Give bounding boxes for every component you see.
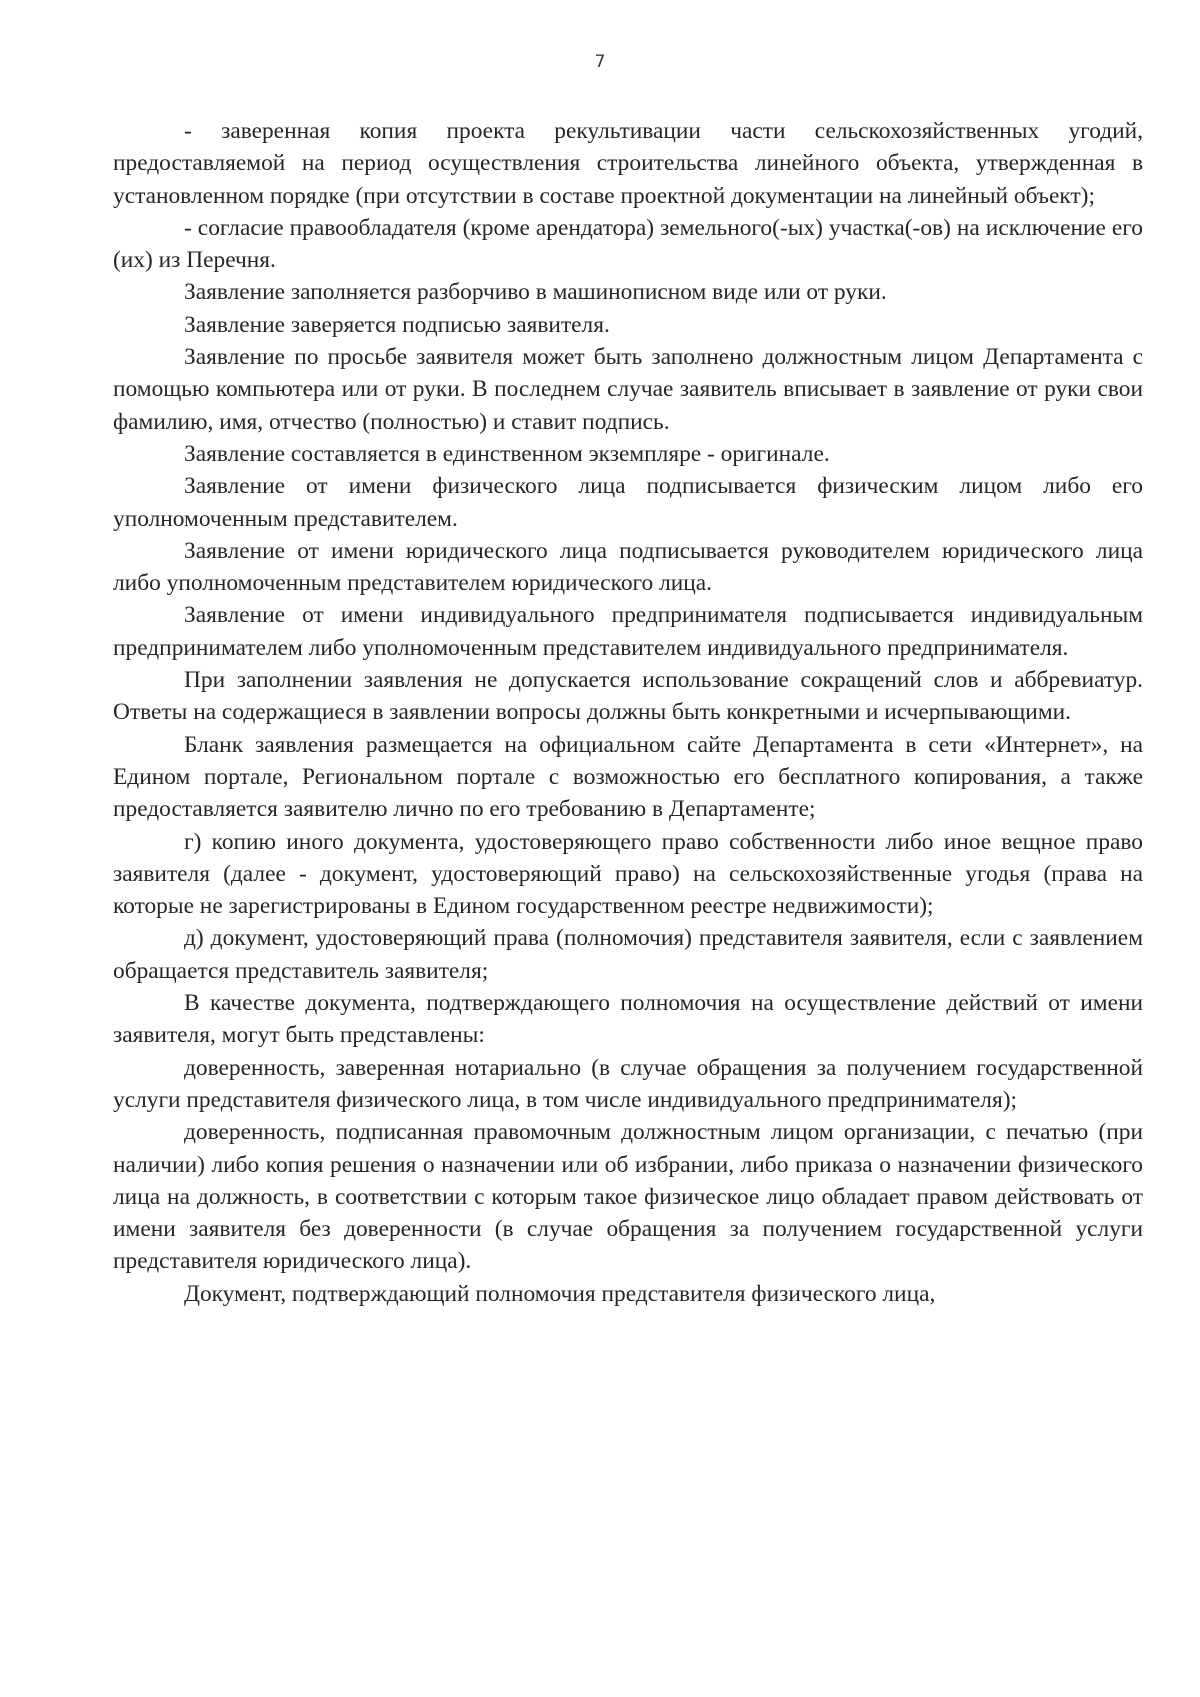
page-number: 7 [594,52,606,72]
paragraph: При заполнении заявления не допускается использование сокращений слов и аббревиатур. Ответы на содержащиеся в заявлении вопросы должны быть конкретными и исчерпывающими. [113,667,1143,726]
paragraph: - согласие правообладателя (кроме арендатора) земельного(-ых) участка(-ов) на исключение его (их) из Перечня. [113,214,1143,274]
paragraph: Заявление от имени физического лица подписывается физическим лицом либо его уполномоченным представителем. [113,473,1143,532]
paragraph: Заявление составляется в единственном экземпляре - оригинале. [184,440,830,467]
paragraph: Заявление заверяется подписью заявителя. [184,311,610,338]
paragraph: Бланк заявления размещается на официальном сайте Департамента в сети «Интернет», на Едином портале, Региональном портале с возможностью его бесплатного копирования, а также предоставляется заявителю лично по его требованию в Департаменте; [113,731,1143,823]
paragraph: доверенность, заверенная нотариально (в случае обращения за получением государственной услуги представителя физического лица, в том числе индивидуального предпринимателя); [113,1054,1143,1113]
document-body [113,115,1143,1310]
paragraph: Заявление по просьбе заявителя может быть заполнено должностным лицом Департамента с помощью компьютера или от руки. В последнем случае заявитель вписывает в заявление от руки свои фамилию, имя, отчество (полностью) и ставит подпись. [113,344,1143,435]
paragraph: Заявление заполняется разборчиво в машинописном виде или от руки. [184,279,887,306]
paragraph: доверенность, подписанная правомочным должностным лицом организации, с печатью (при наличии) либо копия решения о назначении или об избрании, либо приказа о назначении физического лица на должность, в соответствии с которым такое физическое лицо обладает правом действовать от имени заявителя без доверенности (в случае обращения за получением государственной услуги представителя юридического лица). [113,1119,1143,1275]
paragraph: Заявление от имени индивидуального предпринимателя подписывается индивидуальным предпринимателем либо уполномоченным представителем индивидуального предпринимателя. [113,602,1143,661]
paragraph: Документ, подтверждающий полномочия представителя физического лица, [184,1280,936,1307]
paragraph: - заверенная копия проекта рекультивации части сельскохозяйственных угодий, предоставляемой на период осуществления строительства линейного объекта, утвержденная в установленном порядке (при отсутствии в составе проектной документации на линейный объект); [113,118,1143,209]
paragraph: В качестве документа, подтверждающего полномочия на осуществление действий от имени заявителя, могут быть представлены: [113,990,1143,1049]
paragraph: д) документ, удостоверяющий права (полномочия) представителя заявителя, если с заявлением обращается представитель заявителя; [113,925,1143,984]
paragraph: Заявление от имени юридического лица подписывается руководителем юридического лица либо уполномоченным представителем юридического лица. [113,537,1143,597]
paragraph: г) копию иного документа, удостоверяющего право собственности либо иное вещное право заявителя (далее - документ, удостоверяющий право) на сельскохозяйственные угодья (права на которые не зарегистрированы в Едином государственном реестре недвижимости); [113,828,1143,920]
